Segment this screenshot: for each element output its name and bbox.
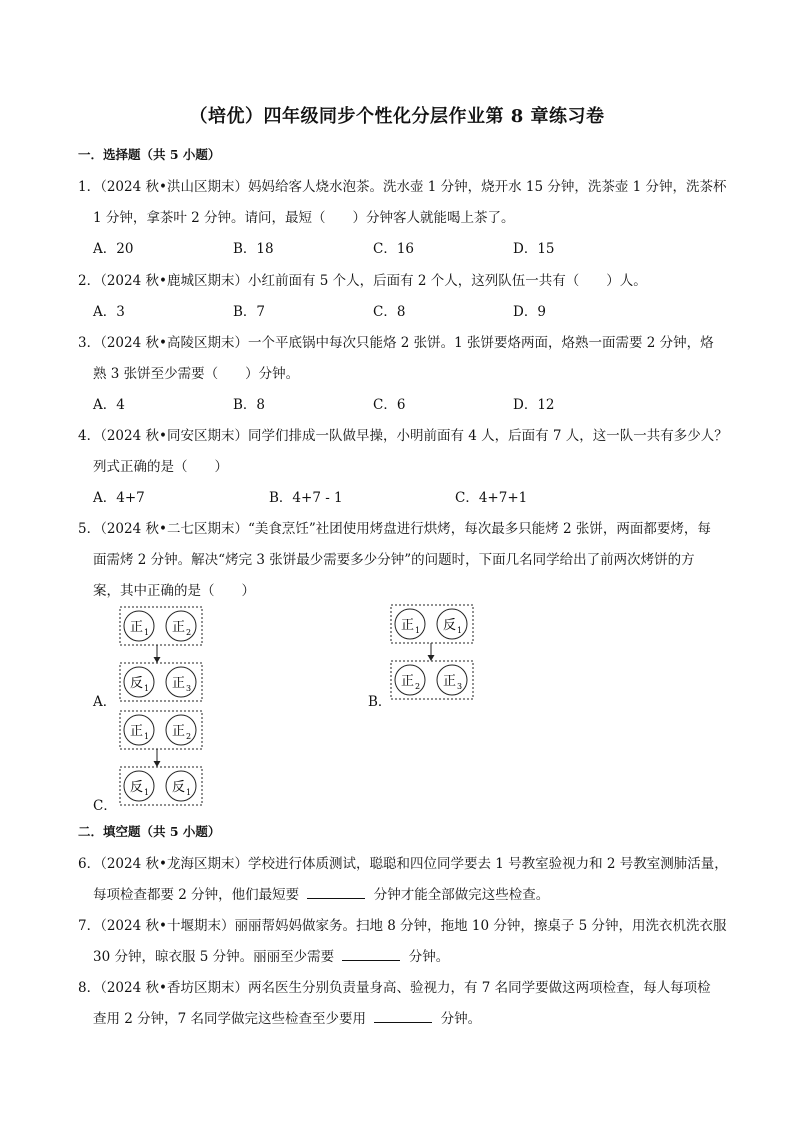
option-b[interactable]: B．18 — [233, 241, 274, 257]
option-a[interactable]: A．4+7 — [93, 490, 145, 506]
question-6-text-b: 分钟才能全部做完这些检查。 — [373, 887, 550, 903]
question-6-text-a: 每项检查都要 2 分钟，他们最短要 — [93, 887, 300, 903]
option-c[interactable]: C．8 — [373, 304, 406, 320]
cake-side-label: 反 — [443, 618, 457, 633]
cake-side-label: 反 — [130, 780, 144, 795]
question-3-options — [93, 393, 733, 413]
option-b-svg — [390, 604, 474, 700]
option-a-label[interactable]: A． — [93, 694, 117, 710]
question-7-line-2 — [93, 945, 753, 965]
cake-side-label: 正 — [172, 620, 186, 635]
cake-index: 1 — [144, 788, 150, 797]
option-c[interactable]: C．16 — [373, 241, 415, 257]
question-3-line-2: 熟 3 张饼至少需要（ ）分钟。 — [93, 366, 300, 382]
option-a[interactable]: A．20 — [93, 241, 134, 257]
cake-index: 3 — [457, 682, 463, 691]
question-4-line-1: 4．（2024 秋•同安区期末）同学们排成一队做早操，小明前面有 4 人，后面有 7 人，这一队一共有多少人？ — [78, 428, 728, 444]
cake-index: 1 — [457, 626, 463, 635]
option-c-diagram[interactable] — [119, 710, 203, 810]
question-6-line-2 — [93, 883, 753, 903]
option-a-diagram[interactable] — [119, 606, 203, 706]
option-c-svg — [119, 710, 203, 806]
option-d[interactable]: D．12 — [513, 397, 555, 413]
cake-index: 2 — [186, 732, 192, 741]
cake-side-label: 正 — [130, 620, 144, 635]
question-1-line-2: 1 分钟，拿茶叶 2 分钟。请问，最短（ ）分钟客人就能喝上茶了。 — [93, 210, 515, 226]
option-a-svg — [119, 606, 203, 702]
option-b[interactable]: B．4+7 - 1 — [269, 490, 343, 506]
option-b[interactable]: B．8 — [233, 397, 266, 413]
option-b[interactable]: B．7 — [233, 304, 266, 320]
question-6-line-1: 6．（2024 秋•龙海区期末）学校进行体质测试，聪聪和四位同学要去 1 号教室验视力和 2 号教室测肺活量， — [78, 856, 728, 872]
question-7-line-1: 7．（2024 秋•十堰期末）丽丽帮妈妈做家务。扫地 8 分钟，拖地 10 分钟，擦桌子 5 分钟，用洗衣机洗衣服 — [78, 918, 727, 934]
cake-side-label: 正 — [130, 724, 144, 739]
option-c-label[interactable]: C． — [93, 798, 117, 814]
option-b-diagram[interactable] — [390, 604, 474, 704]
option-a[interactable]: A．3 — [93, 304, 125, 320]
cake-index: 1 — [144, 628, 150, 637]
cake-side-label: 反 — [172, 780, 186, 795]
cake-side-label: 正 — [172, 724, 186, 739]
cake-side-label: 正 — [443, 674, 457, 689]
question-5-line-1: 5．（2024 秋•二七区期末）“美食烹饪”社团使用烤盘进行烘烤，每次最多只能烤 2 张饼，两面都要烤，每 — [78, 521, 711, 537]
option-c[interactable]: C．6 — [373, 397, 406, 413]
option-d[interactable]: D．15 — [513, 241, 555, 257]
arrow-down-icon — [428, 655, 435, 661]
question-4-options — [93, 486, 733, 506]
cake-index: 1 — [186, 788, 192, 797]
option-c[interactable]: C．4+7+1 — [455, 490, 528, 506]
question-7-text-b: 分钟。 — [408, 949, 450, 965]
cake-index: 1 — [415, 626, 421, 635]
question-1-options — [93, 237, 733, 257]
question-8-line-1: 8．（2024 秋•香坊区期末）两名医生分别负责量身高、验视力，有 7 名同学要做这两项检查，每人每项检 — [78, 980, 711, 996]
question-2-line-1: 2．（2024 秋•鹿城区期末）小红前面有 5 个人，后面有 2 个人，这列队伍一共有（ ）人。 — [78, 273, 647, 289]
page-title: （培优）四年级同步个性化分层作业第 8 章练习卷 — [189, 106, 605, 127]
cake-index: 3 — [186, 684, 192, 693]
cake-side-label: 正 — [401, 618, 415, 633]
section-heading-fill-in: 二．填空题（共 5 小题） — [78, 824, 221, 839]
question-5-line-2: 面需烤 2 分钟。解决“烤完 3 张饼最少需要多少分钟”的问题时，下面几名同学给出了前两次烤饼的方 — [93, 552, 695, 568]
cake-index: 1 — [144, 684, 150, 693]
option-a[interactable]: A．4 — [93, 397, 125, 413]
cake-index: 1 — [144, 732, 150, 741]
arrow-down-icon — [154, 761, 161, 767]
section-heading-choice: 一．选择题（共 5 小题） — [78, 147, 221, 162]
question-7-text-a: 30 分钟，晾衣服 5 分钟。丽丽至少需要 — [93, 949, 335, 965]
arrow-down-icon — [154, 657, 161, 663]
cake-index: 2 — [186, 628, 192, 637]
cake-side-label: 反 — [130, 676, 144, 691]
question-2-options — [93, 300, 733, 320]
question-5-line-3: 案，其中正确的是（ ） — [93, 583, 255, 599]
question-8-text-b: 分钟。 — [440, 1011, 482, 1027]
question-8-text-a: 查用 2 分钟，7 名同学做完这些检查至少要用 — [93, 1011, 367, 1027]
option-d[interactable]: D．9 — [513, 304, 546, 320]
question-1-line-1: 1．（2024 秋•洪山区期末）妈妈给客人烧水泡茶。洗水壶 1 分钟，烧开水 15 分钟，洗茶壶 1 分钟，洗茶杯 — [78, 179, 727, 195]
option-b-label[interactable]: B． — [368, 694, 392, 710]
cake-index: 2 — [415, 682, 421, 691]
cake-side-label: 正 — [172, 676, 186, 691]
answer-blank[interactable] — [342, 948, 400, 961]
question-3-line-1: 3．（2024 秋•高陵区期末）一个平底锅中每次只能烙 2 张饼。1 张饼要烙两面，烙熟一面需要 2 分钟，烙 — [78, 335, 714, 351]
answer-blank[interactable] — [374, 1010, 432, 1023]
answer-blank[interactable] — [307, 886, 365, 899]
cake-side-label: 正 — [401, 674, 415, 689]
question-4-line-2: 列式正确的是（ ） — [93, 459, 228, 475]
question-8-line-2 — [93, 1007, 753, 1027]
